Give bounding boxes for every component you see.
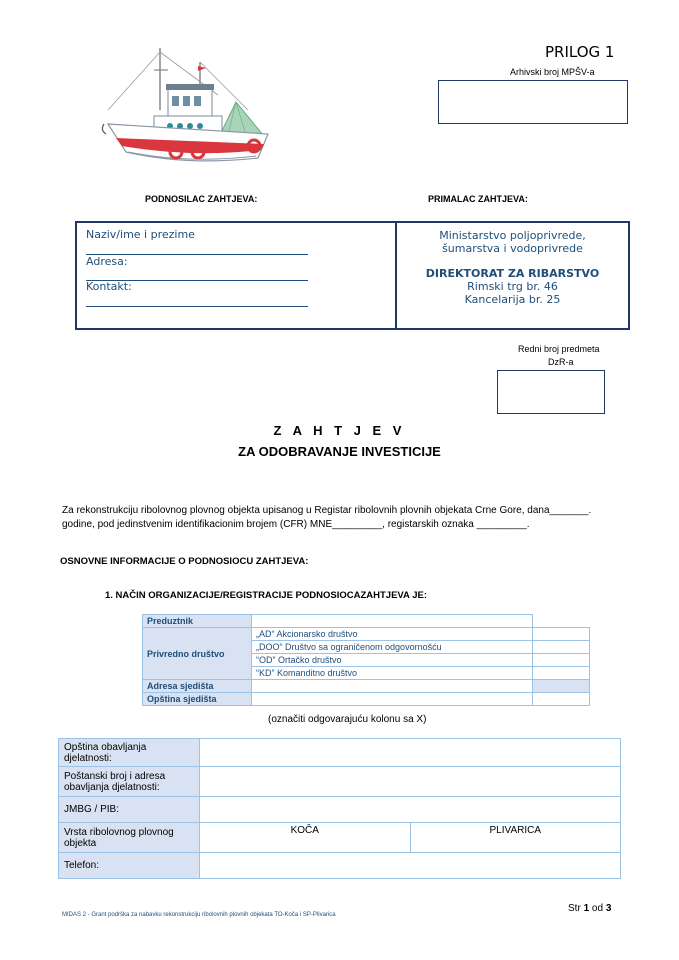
adresa-sjedista-label: Adresa sjedišta: [143, 680, 252, 693]
option-od-check-cell[interactable]: [533, 654, 590, 667]
jmbg-pib-input[interactable]: [200, 797, 621, 823]
page-str-label: Str: [568, 903, 581, 914]
footer-note: MIDAS 2 - Grant podrška za nabavku rekonstrukciju ribolovnih plovnih objekata TO-Koča i SP-Plivarica: [62, 912, 336, 918]
koca-option[interactable]: KOČA: [200, 823, 411, 853]
table-row: [143, 680, 590, 693]
table-row: [59, 767, 621, 797]
intro-paragraph: Za rekonstrukciju ribolovnog plovnog objekta upisanog u Registar ribolovnih plovnih objekata Crne Gore, dana_______. godine, pod jedinstvenim identifikacionim brojem (CFR) MNE_________, registarskih oznaka _________.: [62, 505, 592, 530]
table-row: [59, 823, 621, 853]
blank-cell: [533, 680, 590, 693]
adresa-field-label: Adresa:: [86, 255, 128, 268]
recipient-ministry-1: Ministarstvo poljoprivrede,: [439, 229, 586, 242]
option-ad-check-cell[interactable]: [533, 628, 590, 641]
blank-cell: [533, 693, 590, 706]
preduztnik-check-cell[interactable]: [252, 615, 533, 628]
primalac-label: PRIMALAC ZAHTJEVA:: [428, 194, 528, 204]
jmbg-pib-label: JMBG / PIB:: [59, 797, 200, 823]
option-od: “OD” Ortačko društvo: [252, 654, 533, 667]
vrsta-objekta-label: Vrsta ribolovnog plovnog objekta: [59, 823, 200, 853]
info-table: [58, 738, 621, 879]
table-row: [143, 628, 590, 641]
redni-broj-field[interactable]: [497, 370, 605, 414]
redni-broj-label: Redni broj predmeta: [518, 344, 600, 354]
kontakt-input[interactable]: [86, 306, 308, 307]
kontakt-field-label: Kontakt:: [86, 280, 132, 293]
prilog-label: PRILOG 1: [545, 43, 615, 61]
table-row: [59, 853, 621, 879]
postanski-broj-input[interactable]: [200, 767, 621, 797]
preduztnik-label: Preduztnik: [143, 615, 252, 628]
arhivski-broj-field[interactable]: [438, 80, 628, 124]
option-kd: “KD” Komanditno društvo: [252, 667, 533, 680]
postanski-broj-label: Poštanski broj i adresa obavljanja djelatnosti:: [59, 767, 200, 797]
option-kd-check-cell[interactable]: [533, 667, 590, 680]
document-title: Z A H T J E V: [273, 423, 406, 438]
document-subtitle: ZA ODOBRAVANJE INVESTICIJE: [238, 444, 441, 459]
naziv-field-label: Naziv/ime i prezime: [86, 228, 195, 241]
page-total: 3: [605, 903, 612, 914]
organization-table: [142, 614, 590, 706]
privredno-label: Privredno društvo: [143, 628, 252, 680]
telefon-label: Telefon:: [59, 853, 200, 879]
fishing-boat-icon: [98, 40, 278, 170]
recipient-address: Rimski trg br. 46: [467, 280, 558, 293]
table-row: [143, 615, 590, 628]
recipient-ministry-2: šumarstva i vodoprivrede: [442, 242, 583, 255]
telefon-input[interactable]: [200, 853, 621, 879]
applicant-recipient-box: [75, 221, 630, 330]
option-ad: „AD“ Akcionarsko društvo: [252, 628, 533, 641]
podnosilac-label: PODNOSILAC ZAHTJEVA:: [145, 194, 258, 204]
opstina-sjedista-input[interactable]: [252, 693, 533, 706]
table-row: [59, 739, 621, 767]
section-heading-osnovne: OSNOVNE INFORMACIJE O PODNOSIOCU ZAHTJEVA:: [60, 556, 309, 567]
option-doo-check-cell[interactable]: [533, 641, 590, 654]
section-heading-nacin: 1. NAČIN ORGANIZACIJE/REGISTRACIJE PODNOSIOCAZAHTJEVA JE:: [105, 590, 427, 601]
opstina-djelatnosti-label: Opština obavljanja djelatnosti:: [59, 739, 200, 767]
option-doo: „DOO“ Društvo sa ograničenom odgovornošću: [252, 641, 533, 654]
mark-instruction: (označiti odgovarajuću kolonu sa X): [268, 714, 427, 725]
recipient-office: Kancelarija br. 25: [464, 293, 561, 306]
page-current: 1: [583, 903, 590, 914]
opstina-sjedista-label: Opština sjedišta: [143, 693, 252, 706]
arhivski-broj-label: Arhivski broj MPŠV-a: [510, 67, 595, 77]
table-row: [59, 797, 621, 823]
adresa-sjedista-input[interactable]: [252, 680, 533, 693]
table-row: [143, 693, 590, 706]
dzr-label: DzR-a: [548, 357, 574, 367]
recipient-directorate: DIREKTORAT ZA RIBARSTVO: [425, 267, 600, 280]
page-od-label: od: [591, 903, 604, 914]
page-number: [568, 903, 611, 914]
opstina-djelatnosti-input[interactable]: [200, 739, 621, 767]
plivarica-option[interactable]: PLIVARICA: [410, 823, 621, 853]
